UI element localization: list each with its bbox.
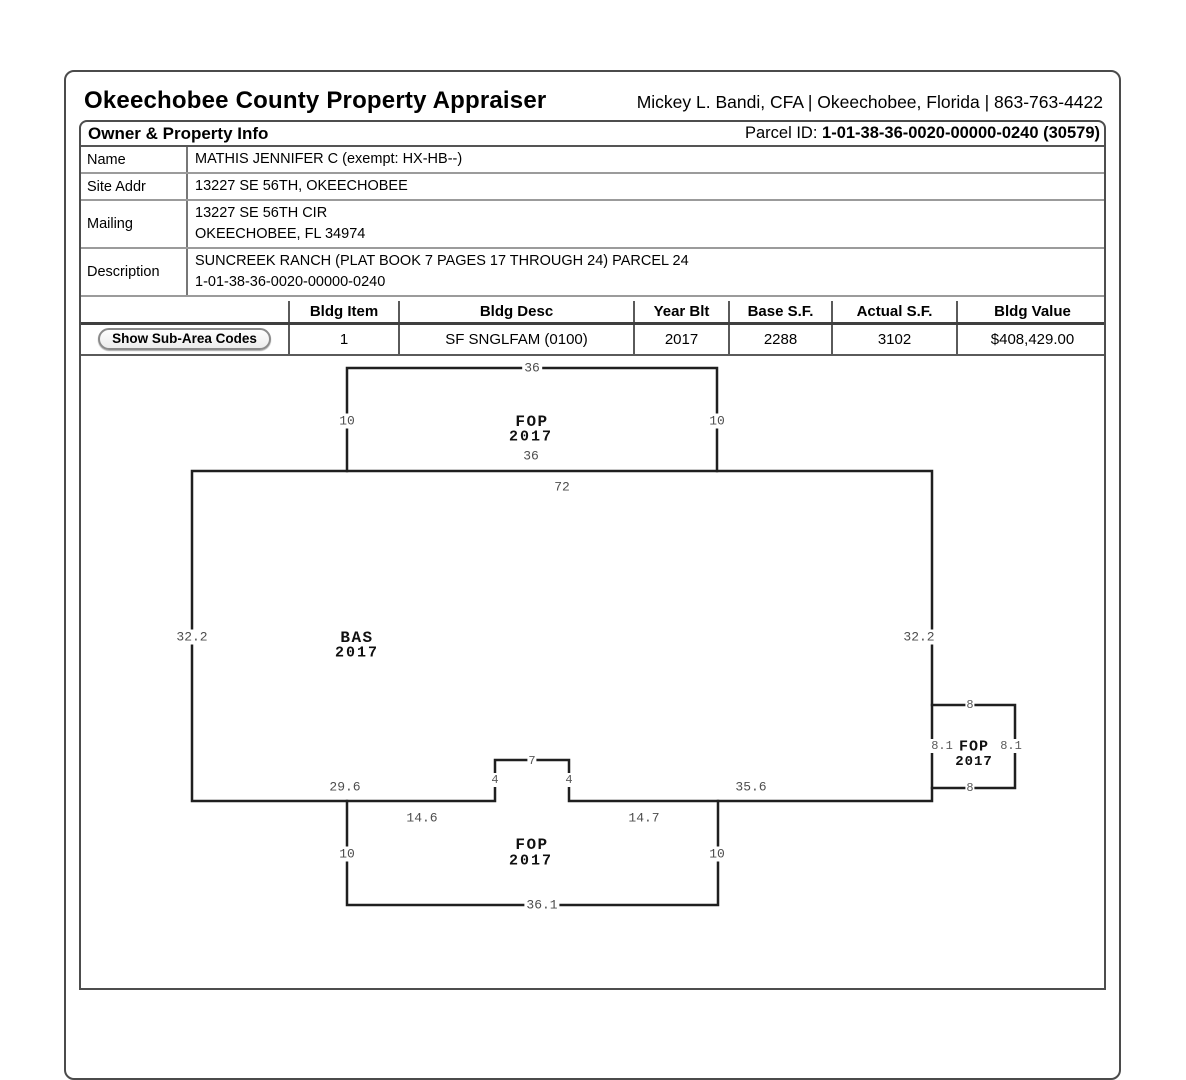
sketch-dim-label: 72: [554, 479, 570, 495]
sketch-area-label: 2017: [955, 754, 993, 770]
sketch-dim-label: 8: [966, 781, 974, 795]
row-value: 13227 SE 56TH, OKEECHOBEE: [187, 173, 1104, 200]
building-table-header-row: [81, 301, 1106, 323]
parcel-id-label: Parcel ID:: [745, 124, 823, 142]
mailing-line-2: OKEECHOBEE, FL 34974: [195, 226, 366, 242]
sketch-dim-label: 8.1: [931, 739, 953, 753]
row-label: Name: [81, 147, 187, 173]
building-sketch-outline: [81, 356, 1106, 956]
parcel-id: [745, 124, 1100, 143]
sketch-dim-label: 8.1: [1000, 739, 1022, 753]
sketch-dim-label: 32.2: [176, 629, 208, 645]
row-value: MATHIS JENNIFER C (exempt: HX-HB--): [187, 147, 1104, 173]
description-line-2: 1-01-38-36-0020-00000-0240: [195, 274, 386, 290]
building-sketch: [81, 356, 1106, 956]
page-header: [66, 72, 1119, 120]
sketch-dim-label: 4: [565, 773, 573, 787]
sketch-dim-label: 36: [524, 360, 540, 376]
sketch-dim-label: 14.6: [406, 810, 438, 826]
cell-base-sf: 2288: [729, 323, 832, 355]
sketch-dim-label: 32.2: [903, 629, 935, 645]
sketch-area-label: FOP: [515, 836, 549, 854]
table-row-site-addr: [81, 173, 1104, 200]
column-header-blank: [81, 301, 289, 323]
column-header-bldg-value: Bldg Value: [957, 301, 1106, 323]
cell-bldg-desc: SF SNGLFAM (0100): [399, 323, 634, 355]
mailing-line-1: 13227 SE 56TH CIR: [195, 205, 328, 221]
parcel-id-value: 1-01-38-36-0020-00000-0240 (30579): [822, 124, 1100, 142]
sketch-dim-label: 10: [339, 413, 355, 429]
sketch-dim-label: 36.1: [526, 897, 558, 913]
owner-info-header: [81, 122, 1104, 147]
row-value: [187, 248, 1104, 296]
show-sub-area-codes-button[interactable]: Show Sub-Area Codes: [98, 328, 271, 350]
sketch-dim-label: 14.7: [628, 810, 660, 826]
cell-year-blt: 2017: [634, 323, 729, 355]
section-title: Owner & Property Info: [88, 123, 269, 143]
owner-info-table: [81, 147, 1104, 297]
cell-actual-sf: 3102: [832, 323, 957, 355]
column-header-bldg-item: Bldg Item: [289, 301, 399, 323]
column-header-bldg-desc: Bldg Desc: [399, 301, 634, 323]
sketch-area-label: BAS: [340, 629, 374, 647]
sketch-dim-label: 10: [709, 846, 725, 862]
sketch-area-label: 2017: [508, 428, 554, 446]
sketch-bas-outline: [192, 471, 932, 801]
table-row-description: [81, 248, 1104, 296]
sketch-dim-label: 4: [491, 773, 499, 787]
sketch-dim-label: 10: [339, 846, 355, 862]
table-row-mailing: [81, 200, 1104, 248]
building-table-data-row: [81, 323, 1106, 355]
sketch-area-label: 2017: [334, 644, 380, 662]
row-label: Mailing: [81, 200, 187, 248]
owner-property-info-panel: [79, 120, 1106, 990]
row-label: Description: [81, 248, 187, 296]
appraiser-page-card: [64, 70, 1121, 1080]
sketch-dim-label: 29.6: [329, 779, 361, 795]
sketch-dim-label: 8: [966, 698, 974, 712]
sketch-area-label: FOP: [515, 413, 549, 431]
appraiser-contact-info: Mickey L. Bandi, CFA | Okeechobee, Florida | 863-763-4422: [636, 92, 1103, 112]
description-line-1: SUNCREEK RANCH (PLAT BOOK 7 PAGES 17 THROUGH 24) PARCEL 24: [195, 253, 689, 269]
table-row-name: [81, 147, 1104, 173]
column-header-base-sf: Base S.F.: [729, 301, 832, 323]
cell-bldg-item: 1: [289, 323, 399, 355]
sketch-dim-label: 7: [528, 754, 536, 768]
row-value: [187, 200, 1104, 248]
column-header-year-blt: Year Blt: [634, 301, 729, 323]
building-table: [81, 301, 1106, 356]
column-header-actual-sf: Actual S.F.: [832, 301, 957, 323]
sketch-dim-label: 10: [709, 413, 725, 429]
sketch-dim-label: 36: [523, 448, 539, 464]
cell-bldg-value: $408,429.00: [957, 323, 1106, 355]
sketch-area-label: FOP: [958, 738, 990, 756]
sketch-area-label: 2017: [508, 852, 554, 870]
sketch-dim-label: 35.6: [735, 779, 767, 795]
page-title: Okeechobee County Property Appraiser: [84, 87, 547, 114]
button-cell: [81, 323, 289, 355]
row-label: Site Addr: [81, 173, 187, 200]
